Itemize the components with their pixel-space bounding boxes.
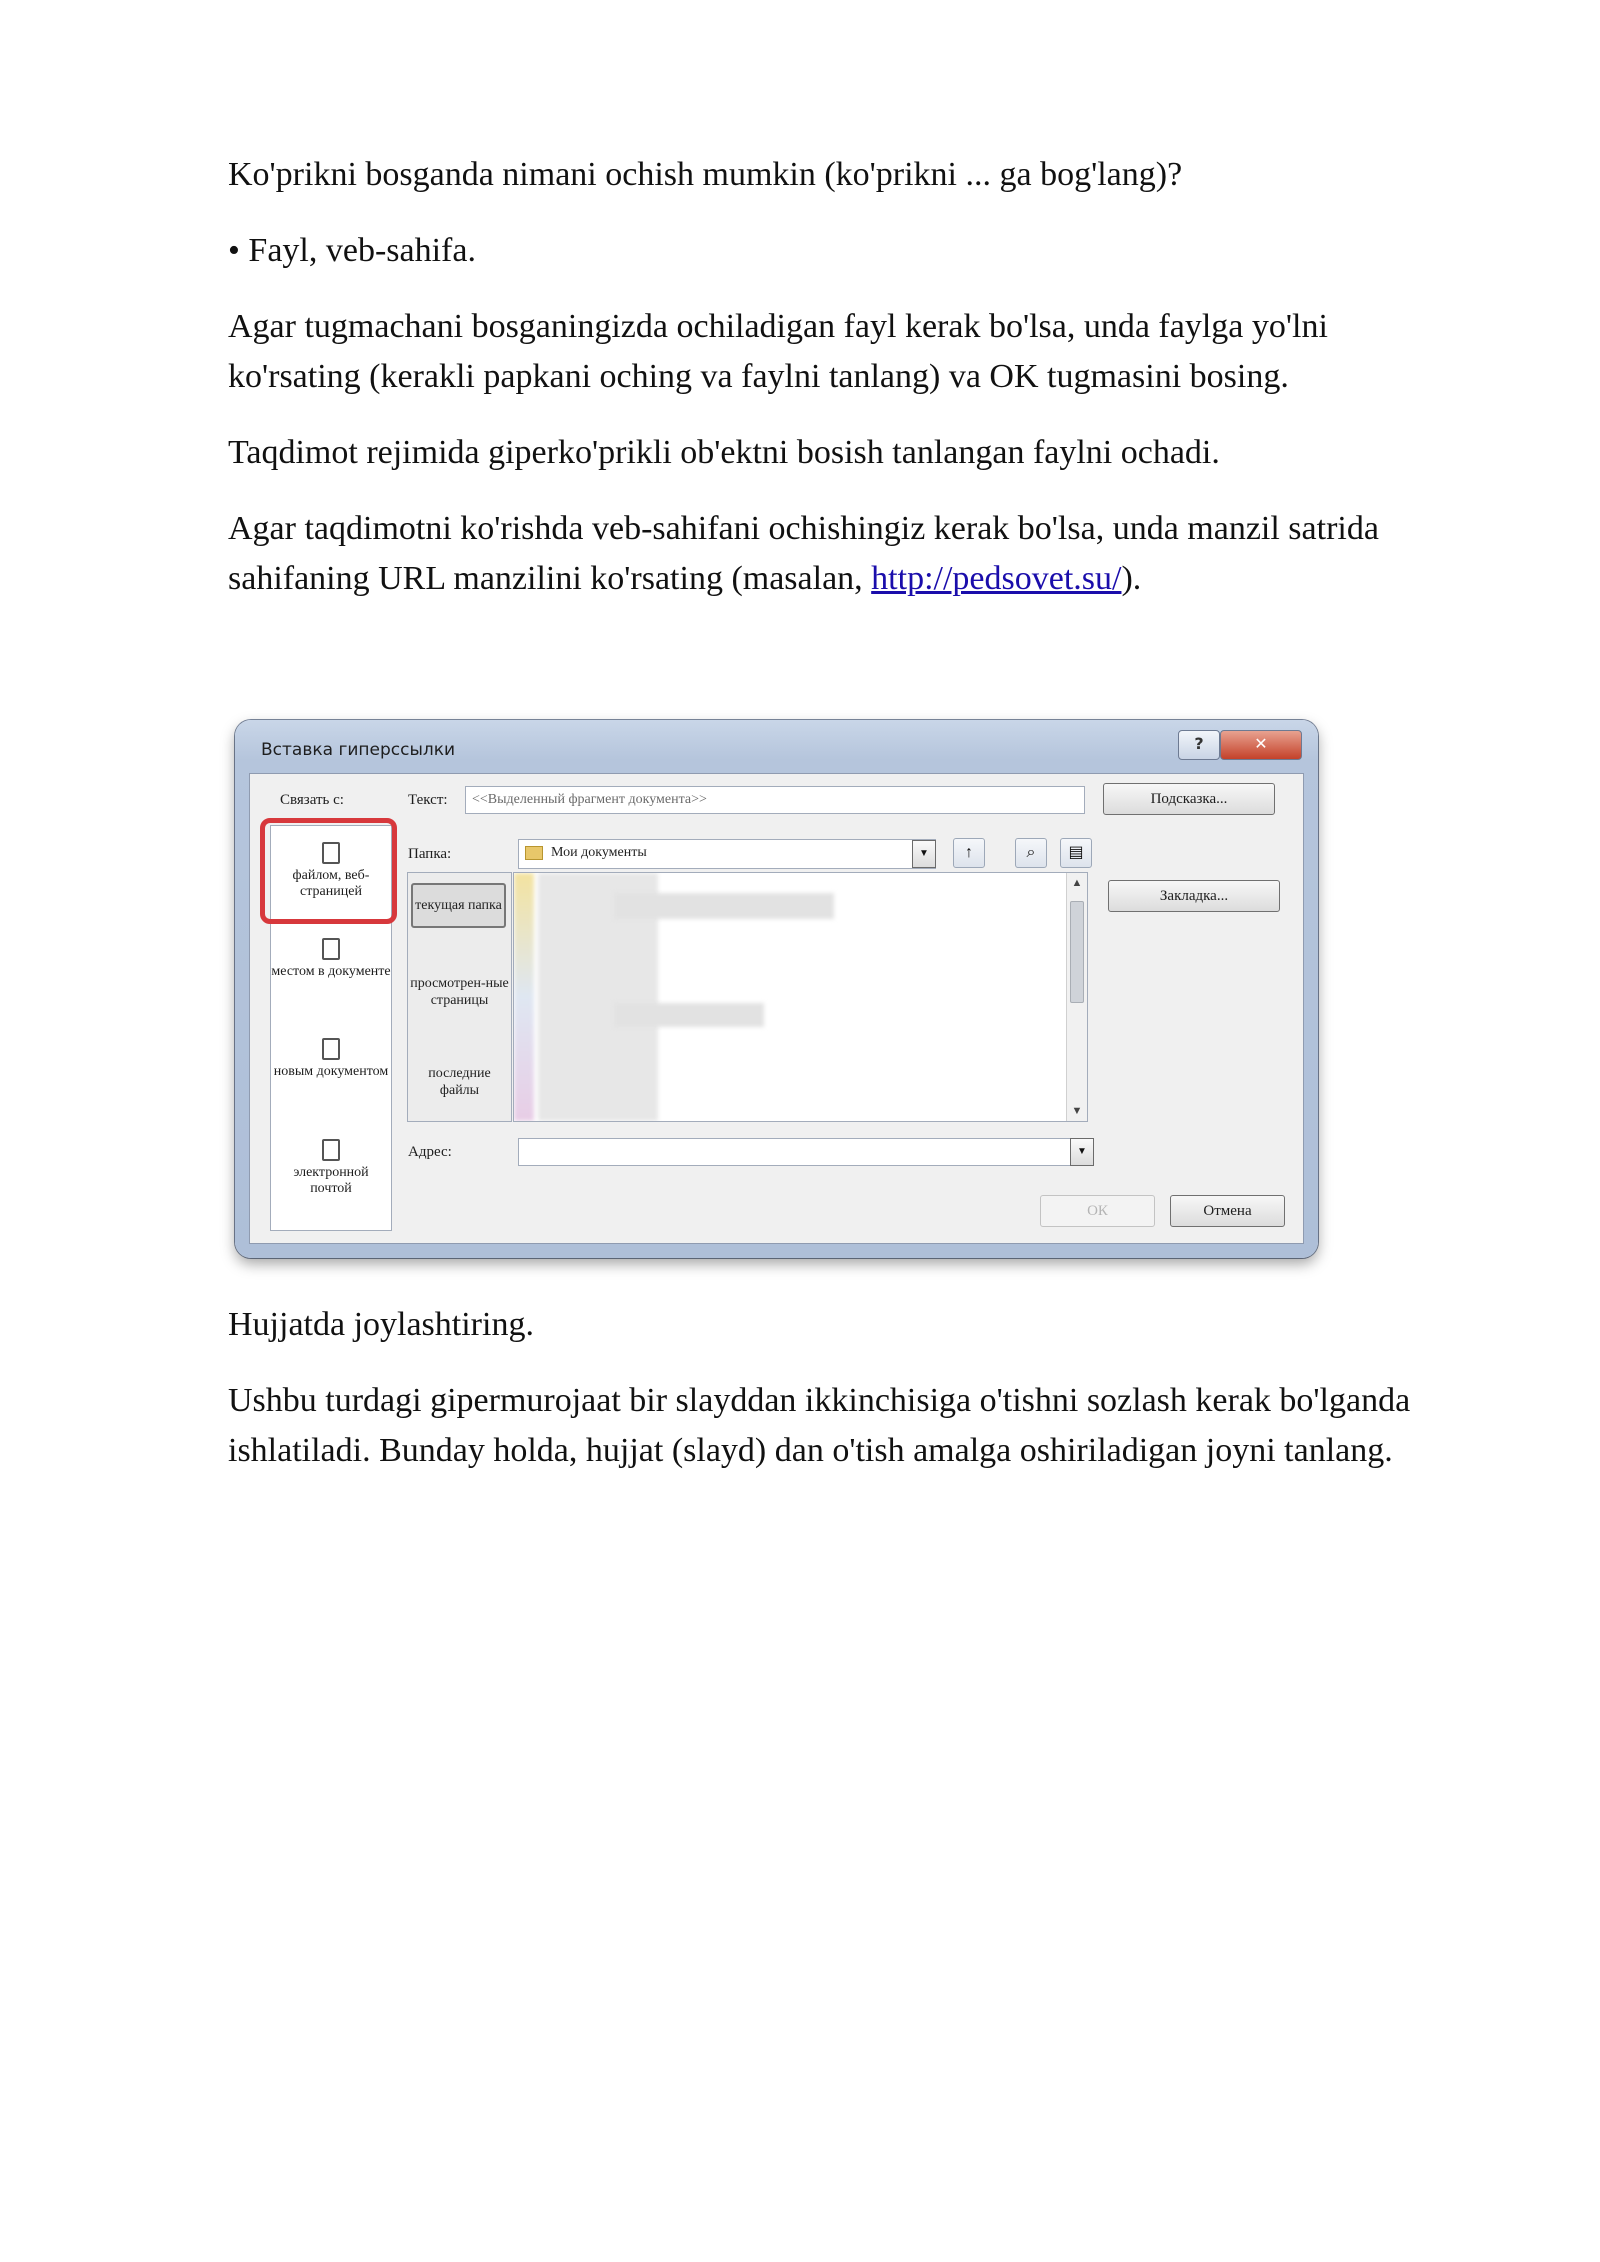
link-to-place-in-document[interactable] — [271, 938, 391, 980]
browse-web-icon[interactable]: ⌕ — [1015, 838, 1047, 868]
folder-label: Папка: — [408, 846, 452, 862]
ok-button[interactable]: ОК — [1040, 1195, 1155, 1227]
scroll-up-icon[interactable]: ▲ — [1071, 877, 1083, 889]
link-to-label: Связать с: — [280, 792, 344, 808]
file-icons-blurred — [514, 873, 534, 1121]
paragraph-web-page — [228, 504, 1468, 604]
current-folder-place[interactable]: текущая папка — [411, 883, 506, 928]
address-field[interactable] — [518, 1138, 1094, 1166]
text-label: Текст: — [408, 792, 448, 808]
selected-option-highlight — [260, 818, 397, 924]
link-item-label: местом в документе — [271, 964, 391, 979]
file-list[interactable] — [513, 872, 1088, 1122]
browsed-pages-place[interactable]: просмотрен-ные страницы — [410, 976, 509, 1008]
paragraph-file-instructions: Agar tugmachani bosganingizda ochiladigan fayl kerak bo'lsa, unda faylga yo'lni ko'rsating (kerakli papkani oching va faylni tanlang) va OK tugmasini bosing. — [228, 308, 1328, 395]
example-url-link[interactable]: http://pedsovet.su/ — [871, 560, 1122, 597]
browse-file-icon[interactable]: ▤ — [1060, 838, 1092, 868]
email-icon — [322, 1139, 340, 1161]
help-button[interactable]: ? — [1178, 730, 1220, 760]
recent-files-place[interactable]: последние файлы — [428, 1066, 491, 1098]
paragraph-question: Ko'prikni bosganda nimani ochish mumkin (ko'prikni ... ga bog'lang)? — [228, 156, 1183, 193]
places-bar — [407, 872, 512, 1122]
folder-icon — [525, 846, 543, 860]
dialog-title: Вставка гиперссылки — [261, 740, 456, 760]
link-to-email[interactable] — [271, 1139, 391, 1197]
document-page — [228, 150, 1468, 630]
paragraph-slide-navigation: Ushbu turdagi gipermurojaat bir slayddan ikkinchisiga o'tishni sozlash kerak bo'lganda ishlatiladi. Bunday holda, hujjat (slayd) dan o'tish amalga oshiriladigan joyni tanlang. — [228, 1382, 1411, 1469]
folder-dropdown-button[interactable]: ▼ — [912, 840, 936, 868]
text-to-display-field[interactable]: <<Выделенный фрагмент документа>> — [465, 786, 1085, 814]
scroll-thumb[interactable] — [1070, 901, 1084, 1003]
close-button[interactable]: ✕ — [1220, 730, 1302, 760]
paragraph-presentation-mode: Taqdimot rejimida giperko'prikli ob'ektni bosish tanlangan faylni ochadi. — [228, 434, 1220, 471]
link-item-label: электронной почтой — [293, 1165, 369, 1196]
link-to-new-document[interactable] — [271, 1038, 391, 1080]
link-item-label: новым документом — [273, 1064, 389, 1079]
address-dropdown-button[interactable]: ▼ — [1070, 1138, 1094, 1166]
bookmark-button[interactable]: Закладка... — [1108, 880, 1280, 912]
folder-select[interactable] — [518, 839, 936, 869]
file-row-blurred — [614, 1003, 764, 1027]
up-folder-icon[interactable]: ↑ — [953, 838, 985, 868]
file-list-scrollbar[interactable] — [1066, 873, 1087, 1121]
folder-value: Мои документы — [551, 845, 647, 860]
cancel-button[interactable]: Отмена — [1170, 1195, 1285, 1227]
file-row-blurred — [614, 893, 834, 919]
document-page-lower — [228, 1300, 1468, 1502]
paragraph-web-page-end: ). — [1121, 560, 1142, 597]
screen-tip-button[interactable]: Подсказка... — [1103, 783, 1275, 815]
scroll-down-icon[interactable]: ▼ — [1071, 1105, 1083, 1117]
paragraph-bullet: • Fayl, veb-sahifa. — [228, 232, 476, 269]
link-item-label: файлом, веб-страницей — [292, 868, 370, 899]
place-in-document-icon — [322, 938, 340, 960]
address-label: Адрес: — [408, 1144, 452, 1160]
paragraph-web-page-text: Agar taqdimotni ko'rishda veb-sahifani ochishingiz kerak bo'lsa, unda manzil satrida sahifaning URL manzilini ko'rsating (masalan, — [228, 510, 1379, 597]
new-document-icon — [322, 1038, 340, 1060]
paragraph-place-in-document: Hujjatda joylashtiring. — [228, 1306, 534, 1343]
